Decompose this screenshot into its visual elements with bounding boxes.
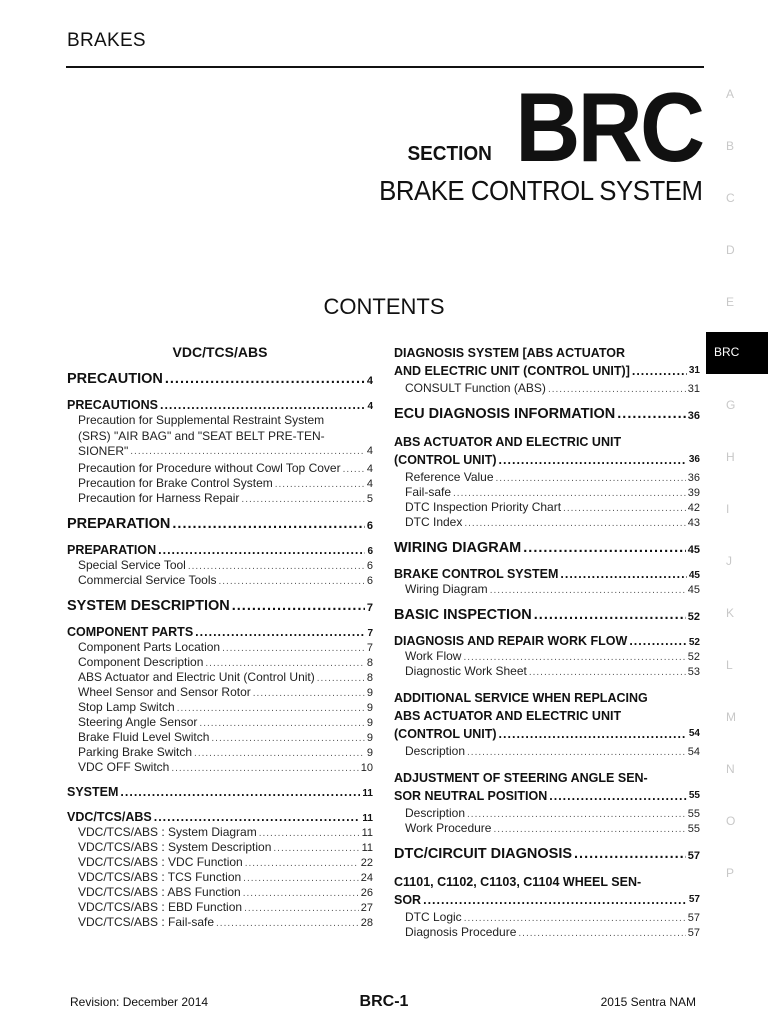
toc-entry[interactable] xyxy=(67,855,373,869)
dot-leader xyxy=(496,473,686,484)
toc-column-heading: VDC/TCS/ABS xyxy=(172,344,268,360)
toc-page-number: 8 xyxy=(366,671,373,684)
toc-page-number: 55 xyxy=(687,808,700,820)
dot-leader xyxy=(518,928,685,939)
toc-entry[interactable] xyxy=(394,689,700,743)
toc-page-number: 28 xyxy=(360,916,373,929)
section-tab-h[interactable]: H xyxy=(726,450,735,465)
contents-title: CONTENTS xyxy=(323,294,445,319)
dot-leader xyxy=(453,488,686,499)
dot-leader xyxy=(253,688,365,699)
toc-page-number: 53 xyxy=(687,666,700,678)
dot-leader xyxy=(549,787,687,805)
toc-entry-title: Brake Fluid Level Switch xyxy=(78,729,210,744)
toc-entry-title: PRECAUTIONS xyxy=(67,398,158,412)
toc-page-number: 8 xyxy=(366,656,373,669)
toc-entry[interactable] xyxy=(394,485,700,499)
toc-entry[interactable] xyxy=(67,625,373,639)
toc-entry[interactable] xyxy=(394,634,700,648)
section-tab-k[interactable]: K xyxy=(726,606,735,620)
toc-entry-title: Parking Brake Switch xyxy=(78,744,193,759)
toc-entry-title: DTC Index xyxy=(405,515,463,529)
toc-entry-title: ABS ACTUATOR AND ELECTRIC UNIT xyxy=(394,435,622,449)
toc-entry-title: (SRS) "AIR BAG" and "SEAT BELT PRE-TEN- xyxy=(78,428,325,443)
toc-page-number: 36 xyxy=(687,472,700,484)
toc-entry[interactable] xyxy=(67,810,373,824)
dot-leader xyxy=(632,362,687,380)
toc-entry-title: Precaution for Harness Repair xyxy=(78,490,240,505)
toc-right-column xyxy=(394,333,700,939)
toc-entry[interactable] xyxy=(67,885,373,899)
dot-leader xyxy=(245,858,359,869)
toc-entry-title: ABS Actuator and Electric Unit (Control Unit) xyxy=(78,669,315,684)
dot-leader xyxy=(499,451,687,469)
toc-entry-title: DIAGNOSIS SYSTEM [ABS ACTUATOR xyxy=(394,346,626,360)
toc-page-number: 6 xyxy=(366,559,373,572)
dot-leader xyxy=(199,718,364,729)
toc-entry-title: BASIC INSPECTION xyxy=(394,607,532,623)
dot-leader xyxy=(194,748,365,759)
toc-entry-title: CONSULT Function (ABS) xyxy=(405,381,546,395)
toc-page-number: 4 xyxy=(366,445,373,457)
section-tab-g[interactable]: G xyxy=(726,398,736,413)
dot-leader xyxy=(219,576,365,587)
toc-page-number: 4 xyxy=(366,375,373,387)
dot-leader xyxy=(534,607,686,623)
toc-entry-title: (CONTROL UNIT) xyxy=(394,727,497,741)
dot-leader xyxy=(523,540,685,556)
toc-page-number: 52 xyxy=(687,651,700,663)
toc-page-number: 54 xyxy=(687,746,700,758)
toc-entry[interactable] xyxy=(394,500,700,514)
dot-leader xyxy=(160,398,365,412)
dot-leader xyxy=(467,809,686,820)
section-title: BRAKE CONTROL SYSTEM xyxy=(378,175,702,206)
toc-entry[interactable] xyxy=(67,640,373,654)
dot-leader xyxy=(243,873,359,884)
dot-leader xyxy=(343,464,365,475)
toc-entry[interactable] xyxy=(394,821,700,835)
toc-entry-title: Commercial Service Tools xyxy=(78,572,217,587)
toc-page-number: 9 xyxy=(366,746,373,759)
toc-entry[interactable] xyxy=(67,670,373,684)
section-prefix: SECTION xyxy=(407,143,492,165)
toc-entry[interactable] xyxy=(67,870,373,884)
toc-page-number: 57 xyxy=(687,850,700,862)
toc-entry[interactable] xyxy=(394,664,700,678)
toc-entry[interactable] xyxy=(394,806,700,820)
toc-entry[interactable] xyxy=(67,398,373,412)
toc-page-number: 31 xyxy=(688,365,700,376)
toc-entry[interactable] xyxy=(67,558,373,572)
toc-entry-title: SYSTEM DESCRIPTION xyxy=(67,597,230,614)
toc-page-number: 9 xyxy=(366,731,373,744)
toc-page-number: 55 xyxy=(688,790,700,801)
toc-entry[interactable] xyxy=(67,413,373,460)
dot-leader xyxy=(493,824,685,835)
toc-page-number: 27 xyxy=(360,901,373,914)
toc-page-number: 9 xyxy=(366,701,373,714)
toc-entry-title: VDC/TCS/ABS : TCS Function xyxy=(78,869,242,884)
toc-entry[interactable] xyxy=(67,491,373,505)
dot-leader xyxy=(232,598,365,614)
section-tab-d[interactable]: D xyxy=(726,242,735,257)
dot-leader xyxy=(120,785,360,799)
toc-entry-title: (CONTROL UNIT) xyxy=(394,453,497,467)
toc-page-number: 6 xyxy=(367,545,373,557)
section-tab-brc[interactable]: BRC xyxy=(706,332,768,374)
toc-entry-title: Description xyxy=(405,744,466,758)
page-number: BRC-1 xyxy=(359,993,409,1010)
vehicle-model: 2015 Sentra NAM xyxy=(600,995,696,1009)
toc-entry[interactable] xyxy=(394,873,700,909)
dot-leader xyxy=(188,561,365,572)
section-tab-p[interactable]: P xyxy=(726,865,735,880)
toc-entry[interactable] xyxy=(394,567,700,581)
toc-page-number: 9 xyxy=(366,686,373,699)
dot-leader xyxy=(259,828,360,839)
toc-entry[interactable] xyxy=(394,540,700,556)
toc-entry-title: PRECAUTION xyxy=(67,371,163,387)
toc-entry[interactable] xyxy=(394,744,700,758)
toc-entry[interactable] xyxy=(394,344,700,380)
dot-leader xyxy=(154,810,361,824)
dot-leader xyxy=(560,567,687,581)
toc-entry[interactable] xyxy=(394,515,700,529)
toc-page-number: 36 xyxy=(687,410,700,422)
section-tab-b[interactable]: B xyxy=(726,138,735,153)
toc-entry-title: DTC Logic xyxy=(405,910,462,924)
toc-page-number: 24 xyxy=(360,871,373,884)
dot-leader xyxy=(177,703,365,714)
section-tab-j[interactable]: J xyxy=(726,554,732,569)
section-code: BRC xyxy=(514,72,702,182)
toc-entry[interactable] xyxy=(67,655,373,669)
toc-entry-title: Diagnostic Work Sheet xyxy=(405,664,527,678)
toc-page-number: 31 xyxy=(687,383,700,395)
section-tab-a[interactable]: A xyxy=(726,87,735,101)
section-tab-n[interactable]: N xyxy=(726,761,735,776)
dot-leader xyxy=(243,888,359,899)
manual-header-label: BRAKES xyxy=(67,30,146,51)
toc-entry-title: WIRING DIAGRAM xyxy=(394,540,522,556)
toc-entry-title: SYSTEM xyxy=(67,784,119,799)
toc-page-number: 9 xyxy=(366,716,373,729)
dot-leader xyxy=(172,516,364,532)
toc-entry-title: Precaution for Supplemental Restraint System xyxy=(78,413,325,427)
toc-page-number: 57 xyxy=(687,912,700,924)
dot-leader xyxy=(211,733,364,744)
section-tab-o[interactable]: O xyxy=(726,813,736,828)
toc-page-number: 42 xyxy=(687,502,700,514)
dot-leader xyxy=(195,625,365,639)
toc-page-number: 52 xyxy=(688,637,700,648)
toc-entry[interactable] xyxy=(67,598,373,614)
toc-page-number: 45 xyxy=(687,584,700,596)
toc-entry-title: VDC/TCS/ABS : VDC Function xyxy=(78,854,243,869)
toc-entry-title: Diagnosis Procedure xyxy=(405,925,517,939)
section-tab-l[interactable]: L xyxy=(726,657,733,672)
toc-page-number: 4 xyxy=(366,477,373,490)
toc-entry[interactable] xyxy=(67,543,373,557)
toc-entry[interactable] xyxy=(67,700,373,714)
dot-leader xyxy=(574,846,686,862)
toc-entry-title: ADDITIONAL SERVICE WHEN REPLACING xyxy=(394,691,648,705)
toc-page-number: 54 xyxy=(688,728,700,739)
toc-page-number: 57 xyxy=(687,927,700,939)
toc-entry[interactable] xyxy=(394,582,700,596)
toc-entry[interactable] xyxy=(394,910,700,924)
toc-page-number: 7 xyxy=(366,601,373,614)
dot-leader xyxy=(205,658,364,669)
toc-entry-title: ECU DIAGNOSIS INFORMATION xyxy=(394,406,616,422)
toc-page-number: 7 xyxy=(366,641,373,654)
toc-entry[interactable] xyxy=(394,406,700,422)
toc-entry-title: VDC/TCS/ABS : Fail-safe xyxy=(78,914,215,929)
toc-page-number: 7 xyxy=(367,627,373,639)
toc-entry[interactable] xyxy=(394,649,700,663)
toc-entry-title: C1101, C1102, C1103, C1104 WHEEL SEN- xyxy=(394,875,642,889)
dot-leader xyxy=(629,634,687,648)
dot-leader xyxy=(463,652,685,663)
toc-entry-title: Precaution for Procedure without Cowl Top Cover xyxy=(78,460,341,475)
toc-entry-title: PREPARATION xyxy=(67,542,157,557)
toc-entry-title: ADJUSTMENT OF STEERING ANGLE SEN- xyxy=(394,771,648,785)
toc-entry[interactable] xyxy=(67,371,373,387)
toc-entry[interactable] xyxy=(394,381,700,395)
section-tab-i[interactable]: I xyxy=(726,502,730,517)
toc-page-number: 11 xyxy=(361,826,373,839)
dot-leader xyxy=(130,444,365,460)
toc-page-number: 57 xyxy=(688,894,700,905)
toc-entry-title: Component Parts Location xyxy=(78,639,221,654)
toc-entry[interactable] xyxy=(67,785,373,799)
toc-entry[interactable] xyxy=(67,461,373,475)
toc-entry[interactable] xyxy=(394,433,700,469)
toc-page-number: 11 xyxy=(362,812,373,824)
toc-page-number: 6 xyxy=(366,574,373,587)
toc-page-number: 55 xyxy=(687,823,700,835)
toc-page-number: 5 xyxy=(366,492,373,505)
dot-leader xyxy=(241,494,364,505)
toc-page-number: 26 xyxy=(360,886,373,899)
toc-entry-title: DIAGNOSIS AND REPAIR WORK FLOW xyxy=(394,634,628,648)
toc-entry-title: Work Flow xyxy=(405,649,462,663)
toc-page-number: 4 xyxy=(366,462,373,475)
toc-entry[interactable] xyxy=(67,476,373,490)
toc-entry[interactable] xyxy=(394,607,700,623)
dot-leader xyxy=(499,725,687,743)
toc-entry[interactable] xyxy=(394,769,700,805)
toc-entry-title: VDC/TCS/ABS : System Diagram xyxy=(78,824,257,839)
toc-entry[interactable] xyxy=(394,846,700,862)
toc-entry[interactable] xyxy=(67,760,373,774)
toc-entry-title: BRAKE CONTROL SYSTEM xyxy=(394,567,559,581)
dot-leader xyxy=(273,843,359,854)
dot-leader xyxy=(617,406,685,422)
dot-leader xyxy=(423,891,687,909)
toc-entry-title: VDC/TCS/ABS xyxy=(67,809,152,824)
dot-leader xyxy=(529,667,686,678)
section-tab-c[interactable]: C xyxy=(726,190,735,205)
toc-entry-title: Description xyxy=(405,806,466,820)
toc-page-number: 10 xyxy=(360,761,373,774)
toc-entry-title: DTC Inspection Priority Chart xyxy=(405,500,562,514)
dot-leader xyxy=(222,643,365,654)
toc-entry-title: DTC/CIRCUIT DIAGNOSIS xyxy=(394,846,573,862)
toc-entry-title: SIONER" xyxy=(78,444,129,458)
toc-entry-title: Fail-safe xyxy=(405,485,452,499)
dot-leader xyxy=(158,543,365,557)
toc-entry-title: Precaution for Brake Control System xyxy=(78,475,273,490)
toc-entry[interactable] xyxy=(67,715,373,729)
toc-entry-title: SOR xyxy=(394,893,422,907)
dot-leader xyxy=(165,371,365,387)
toc-entry-title: VDC OFF Switch xyxy=(78,759,170,774)
toc-entry[interactable] xyxy=(67,915,373,929)
toc-entry-title: ABS ACTUATOR AND ELECTRIC UNIT xyxy=(394,709,622,723)
toc-entry[interactable] xyxy=(67,745,373,759)
toc-entry[interactable] xyxy=(67,573,373,587)
toc-page-number: 45 xyxy=(688,570,700,581)
toc-entry-title: VDC/TCS/ABS : System Description xyxy=(78,839,272,854)
toc-entry-title: Reference Value xyxy=(405,470,494,484)
toc-entry[interactable] xyxy=(67,840,373,854)
toc-entry-title: Component Description xyxy=(78,654,204,669)
toc-entry-title: AND ELECTRIC UNIT (CONTROL UNIT)] xyxy=(394,364,630,378)
toc-page-number: 36 xyxy=(688,454,700,465)
toc-page-number: 45 xyxy=(687,544,700,556)
toc-page-number: 4 xyxy=(367,401,373,412)
toc-entry[interactable] xyxy=(67,685,373,699)
toc-entry[interactable] xyxy=(394,470,700,484)
toc-left-column xyxy=(67,344,373,929)
toc-entry[interactable] xyxy=(67,825,373,839)
toc-entry[interactable] xyxy=(67,900,373,914)
dot-leader xyxy=(216,918,359,929)
dot-leader xyxy=(548,384,686,395)
dot-leader xyxy=(171,763,358,774)
revision-date: Revision: December 2014 xyxy=(70,995,209,1009)
dot-leader xyxy=(563,503,686,514)
dot-leader xyxy=(275,479,365,490)
toc-entry-title: SOR NEUTRAL POSITION xyxy=(394,789,548,803)
toc-page-number: 11 xyxy=(362,787,373,799)
toc-entry[interactable] xyxy=(394,925,700,939)
section-tab-e[interactable]: E xyxy=(726,294,735,309)
toc-page-number: 22 xyxy=(360,856,373,869)
toc-entry-title: VDC/TCS/ABS : EBD Function xyxy=(78,899,243,914)
dot-leader xyxy=(467,747,686,758)
toc-entry-title: Stop Lamp Switch xyxy=(78,699,175,714)
toc-page-number: 6 xyxy=(366,519,373,532)
toc-page-number: 11 xyxy=(361,841,373,854)
toc-entry[interactable] xyxy=(67,730,373,744)
dot-leader xyxy=(244,903,359,914)
dot-leader xyxy=(464,518,685,529)
toc-page-number: 39 xyxy=(687,487,700,499)
toc-page-number: 52 xyxy=(687,611,700,623)
toc-entry-title: PREPARATION xyxy=(67,515,171,532)
toc-page-number: 43 xyxy=(687,517,700,529)
toc-entry-title: Special Service Tool xyxy=(78,557,186,572)
header-divider xyxy=(66,66,704,68)
toc-entry-title: Wiring Diagram xyxy=(405,582,488,596)
dot-leader xyxy=(464,913,686,924)
toc-entry-title: VDC/TCS/ABS : ABS Function xyxy=(78,884,241,899)
toc-entry-title: COMPONENT PARTS xyxy=(67,624,194,639)
section-tab-m[interactable]: M xyxy=(726,709,736,724)
dot-leader xyxy=(490,585,686,596)
toc-entry-title: Work Procedure xyxy=(405,821,492,835)
dot-leader xyxy=(317,673,365,684)
toc-entry-title: Wheel Sensor and Sensor Rotor xyxy=(78,684,251,699)
toc-entry[interactable] xyxy=(67,516,373,532)
toc-entry-title: Steering Angle Sensor xyxy=(78,714,198,729)
